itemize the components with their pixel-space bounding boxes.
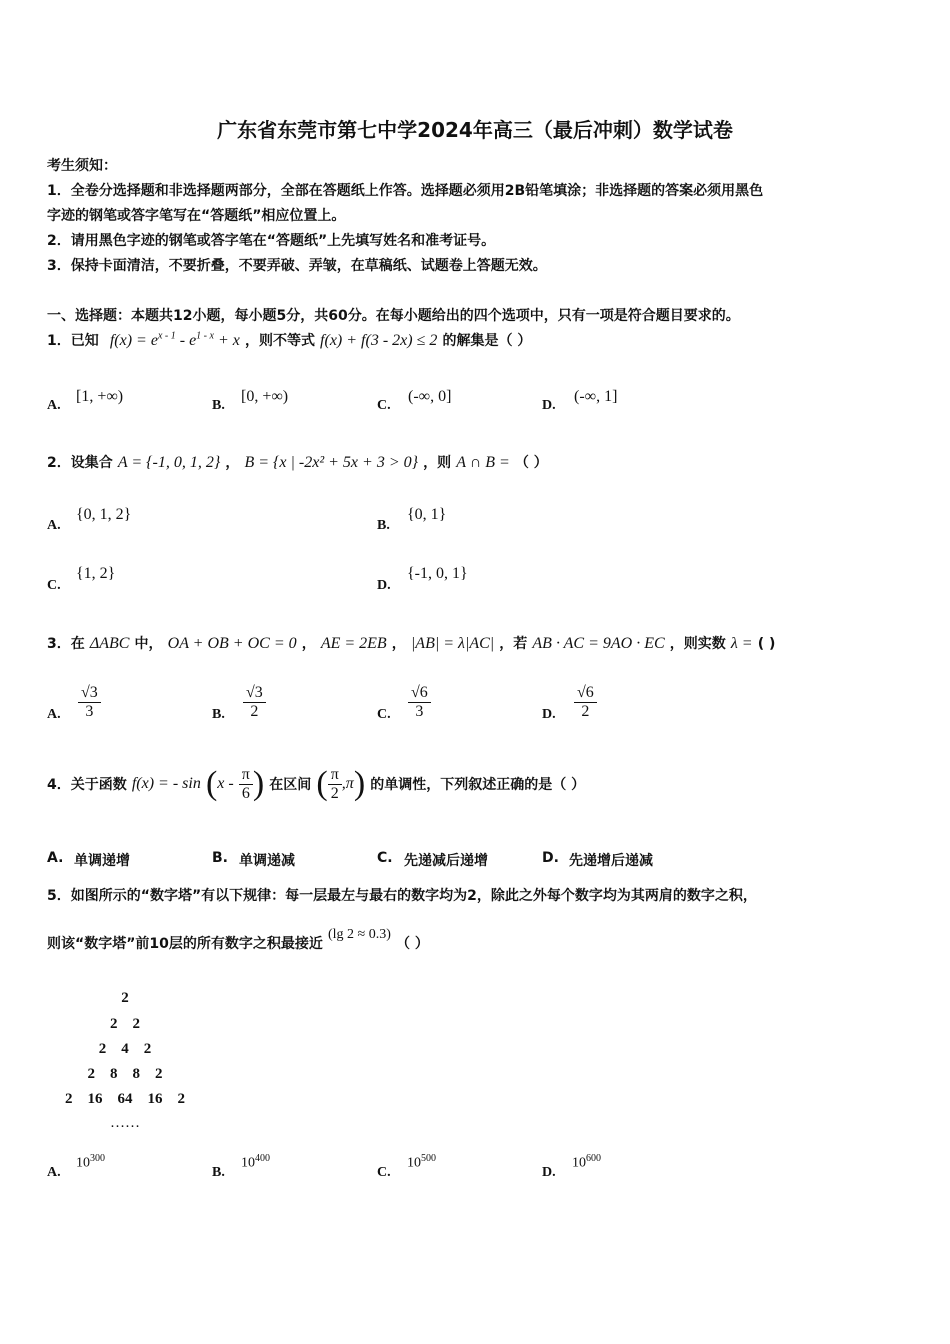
q5-option-c <box>407 1153 436 1172</box>
q3-e5: λ = <box>730 635 753 652</box>
q1-inequality: f(x) + f(3 - 2x) ≤ 2 <box>320 332 438 349</box>
q4-interval: 在区间 <box>269 777 312 793</box>
q4-pi-b: ,π <box>341 775 354 792</box>
question-2 <box>47 452 548 472</box>
q2-comma: ， <box>225 455 240 471</box>
q2-paren: （ ） <box>514 455 548 471</box>
q2-option-a: {0, 1, 2} <box>76 506 132 523</box>
q3-d-den: 2 <box>581 703 590 720</box>
q4-pi-a: π <box>328 766 342 785</box>
q1-suffix: 的解集是（ ） <box>442 333 532 349</box>
page-title: 广东省东莞市第七中学2024年高三（最后冲刺）数学试卷 <box>217 118 733 142</box>
q4-six: 6 <box>241 784 250 802</box>
q4-func: f(x) = - sin <box>131 775 201 792</box>
q1-option-d: (-∞, 1] <box>574 388 618 405</box>
q1-option-b-label: B. <box>212 398 225 413</box>
tower-row-5: 2 16 64 16 2 <box>65 1091 185 1107</box>
q3-c-den: 3 <box>415 703 424 720</box>
q5-option-c-label: C. <box>377 1165 391 1180</box>
q4-option-d-label: D. <box>542 850 559 866</box>
q1-prefix: 1．已知 <box>47 333 99 349</box>
q4-option-b-label: B. <box>212 850 228 866</box>
q3-c-num: √6 <box>408 684 431 703</box>
q4-option-b: 单调递减 <box>239 853 295 869</box>
q2-option-a-label: A. <box>47 518 61 533</box>
q5-option-b-label: B. <box>212 1165 225 1180</box>
tower-row-3: 2 4 2 <box>98 1041 152 1057</box>
q3-d-num: √6 <box>574 684 597 703</box>
q3-paren: ( ) <box>757 636 776 652</box>
q1-exp1: x - 1 <box>157 330 176 342</box>
q3-prefix: 3．在 <box>47 636 85 652</box>
q3-b-num: √3 <box>243 684 266 703</box>
q5-paren: （ ） <box>395 936 429 952</box>
q2-prefix: 2．设集合 <box>47 455 113 471</box>
q4-arg: x - <box>217 775 234 792</box>
notice-line-3: 3．保持卡面清洁，不要折叠，不要弄破、弄皱，在草稿纸、试题卷上答题无效。 <box>47 258 547 274</box>
question-4: 4．关于函数 f(x) = - sin (x - $\frac{\pi}{6}$ ) 在区间 ( $\frac{\pi}{2}$ ,π) 的单调性，下列叙述正确的是（ ） <box>47 765 586 802</box>
q5-hint: (lg 2 ≈ 0.3) <box>327 927 391 942</box>
q3-option-a <box>78 684 101 721</box>
q5-d-exp: 600 <box>586 1153 601 1164</box>
q2-expr: A ∩ B = <box>456 454 510 471</box>
q3-e3: |AB| = λ|AC| <box>410 635 495 652</box>
q1-option-a: [1, +∞) <box>76 388 124 405</box>
q5-option-a-label: A. <box>47 1165 61 1180</box>
q3-if: ，若 <box>499 636 528 652</box>
q2-option-b-label: B. <box>377 518 390 533</box>
q5-c-base: 10 <box>407 1155 421 1171</box>
q3-then: ，则实数 <box>669 636 726 652</box>
q1-func: f(x) = e <box>109 332 158 349</box>
q1-option-c: (-∞, 0] <box>408 388 452 405</box>
q5-option-a <box>76 1153 105 1172</box>
q5-a-exp: 300 <box>90 1153 105 1164</box>
q1-middle: ，则不等式 <box>244 333 315 349</box>
q2-then: ，则 <box>423 455 452 471</box>
tower-row-1: 2 <box>121 990 129 1006</box>
q4-option-c-label: C. <box>377 850 393 866</box>
question-1 <box>47 330 531 350</box>
q2-option-c-label: C. <box>47 578 61 593</box>
section-heading: 一、选择题：本题共12小题，每小题5分，共60分。在每小题给出的四个选项中，只有一项是符合题目要求的。 <box>47 308 740 324</box>
q3-option-c-label: C. <box>377 707 391 722</box>
q5-line-2: 则该“数字塔”前10层的所有数字之积最接近 <box>47 936 323 952</box>
q3-option-d <box>574 684 597 721</box>
q5-d-base: 10 <box>572 1155 586 1171</box>
q4-option-d: 先递增后递减 <box>569 853 653 869</box>
q3-option-c <box>408 684 431 721</box>
question-5 <box>47 927 429 953</box>
q4-pi: π <box>239 766 253 785</box>
q5-b-exp: 400 <box>255 1153 270 1164</box>
q5-a-base: 10 <box>76 1155 90 1171</box>
q2-option-b: {0, 1} <box>407 506 447 523</box>
q3-b-den: 2 <box>250 703 259 720</box>
q5-c-exp: 500 <box>421 1153 436 1164</box>
q5-option-d <box>572 1153 601 1172</box>
q3-a-den: 3 <box>85 703 94 720</box>
q4-prefix: 4．关于函数 <box>47 777 127 793</box>
q1-option-a-label: A. <box>47 398 61 413</box>
q3-in: 中， <box>134 636 163 652</box>
q1-mid: - e <box>175 332 197 349</box>
q3-e1: OA + OB + OC = 0 <box>167 635 297 652</box>
q4-suffix: 的单调性，下列叙述正确的是（ ） <box>370 777 586 793</box>
q1-tail: + x <box>213 332 240 349</box>
q5-option-b <box>241 1153 270 1172</box>
q2-option-c: {1, 2} <box>76 565 116 582</box>
tower-row-2: 2 2 <box>110 1016 140 1032</box>
tower-row-4: 2 8 8 2 <box>87 1066 163 1082</box>
q3-option-d-label: D. <box>542 707 556 722</box>
q3-c2: ， <box>391 636 406 652</box>
notice-line-1: 1．全卷分选择题和非选择题两部分，全部在答题纸上作答。选择题必须用2B铅笔填涂；非选择题的答案必须用黑色 <box>47 183 764 199</box>
question-3 <box>47 633 775 653</box>
q1-option-c-label: C. <box>377 398 391 413</box>
q3-e4: AB · AC = 9AO · EC <box>532 635 665 652</box>
q4-option-c: 先递减后递增 <box>404 853 488 869</box>
q3-option-b <box>243 684 266 721</box>
q2-option-d-label: D. <box>377 578 391 593</box>
notice-heading: 考生须知： <box>47 158 117 174</box>
q1-exp2: 1 - x <box>196 330 214 342</box>
q3-triangle: ΔABC <box>89 635 130 652</box>
q5-b-base: 10 <box>241 1155 255 1171</box>
notice-line-1b: 字迹的钢笔或答字笔写在“答题纸”相应位置上。 <box>47 208 346 224</box>
q3-option-b-label: B. <box>212 707 225 722</box>
notice-line-2: 2．请用黑色字迹的钢笔或答字笔在“答题纸”上先填写姓名和准考证号。 <box>47 233 496 249</box>
q3-option-a-label: A. <box>47 707 61 722</box>
q2-option-d: {-1, 0, 1} <box>407 565 468 582</box>
q2-set-b: B = {x | -2x² + 5x + 3 > 0} <box>244 454 419 471</box>
q4-option-a-label: A. <box>47 850 64 866</box>
q5-option-d-label: D. <box>542 1165 556 1180</box>
q2-set-a: A = {-1, 0, 1, 2} <box>117 454 221 471</box>
q3-c1: ， <box>301 636 316 652</box>
q3-a-num: √3 <box>78 684 101 703</box>
q4-option-a: 单调递增 <box>74 853 130 869</box>
tower-ellipsis: …… <box>110 1115 140 1131</box>
q1-option-d-label: D. <box>542 398 556 413</box>
q1-option-b: [0, +∞) <box>241 388 289 405</box>
q4-two: 2 <box>330 784 339 802</box>
q3-e2: AE = 2EB <box>320 635 387 652</box>
q5-line-1: 5．如图所示的“数字塔”有以下规律：每一层最左与最右的数字均为2，除此之外每个数字均为其两肩的数字之积， <box>47 888 757 904</box>
